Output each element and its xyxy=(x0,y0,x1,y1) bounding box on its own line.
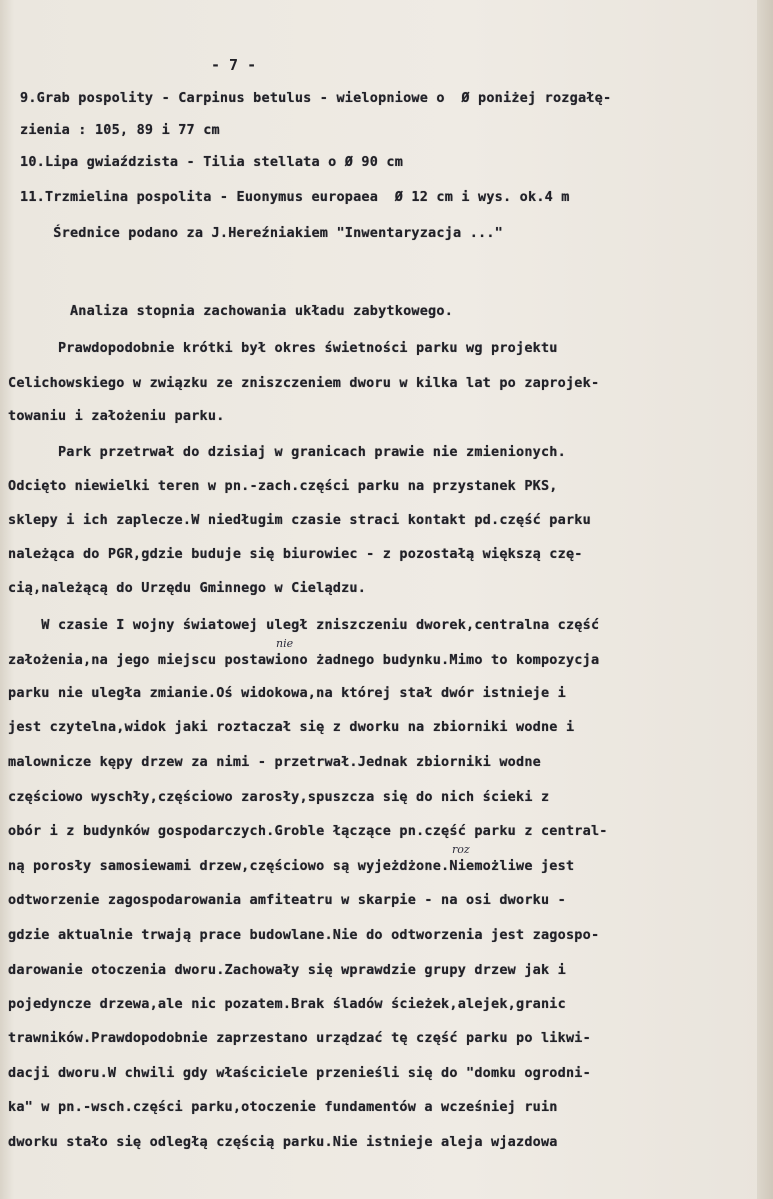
text-line: jest czytelna,widok jaki roztaczał się z dworku na zbiorniki wodne i xyxy=(8,719,575,735)
page-edge xyxy=(757,0,773,1199)
text-line: trawników.Prawdopodobnie zaprzestano urządzać tę część parku po likwi- xyxy=(8,1030,591,1046)
text-line: towaniu i założeniu parku. xyxy=(8,408,225,424)
text-line: darowanie otoczenia dworu.Zachowały się wprawdzie grupy drzew jak i xyxy=(8,962,566,978)
text-line: 11.Trzmielina pospolita - Euonymus europaea Ø 12 cm i wys. ok.4 m xyxy=(20,189,570,205)
text-line: dworku stało się odległą częścią parku.Nie istnieje aleja wjazdowa xyxy=(8,1134,558,1150)
text-line: cią,należącą do Urzędu Gminnego w Cielądzu. xyxy=(8,580,367,596)
text-line: obór i z budynków gospodarczych.Groble łączące pn.część parku z central- xyxy=(8,823,608,839)
text-line: Park przetrwał do dzisiaj w granicach prawie nie zmienionych. xyxy=(8,444,566,460)
text-line: 10.Lipa gwiaździsta - Tilia stellata o Ø 90 cm xyxy=(20,154,404,170)
text-line: dacji dworu.W chwili gdy właściciele przenieśli się do "domku ogrodni- xyxy=(8,1065,591,1081)
text-line: założenia,na jego miejscu postawiono żadnego budynku.Mimo to kompozycja xyxy=(8,652,600,668)
text-line: gdzie aktualnie trwają prace budowlane.Nie do odtworzenia jest zagospo- xyxy=(8,927,600,943)
text-line: należąca do PGR,gdzie buduje się biurowiec - z pozostałą większą czę- xyxy=(8,546,583,562)
handwritten-annotation: nie xyxy=(276,637,294,650)
text-line: Celichowskiego w związku ze zniszczeniem dworu w kilka lat po zaprojek- xyxy=(8,375,600,391)
text-line: Odcięto niewielki teren w pn.-zach.części parku na przystanek PKS, xyxy=(8,478,558,494)
text-line: Średnice podano za J.Hereźniakiem "Inwentaryzacja ..." xyxy=(20,225,504,241)
section-heading: Analiza stopnia zachowania układu zabytkowego. xyxy=(20,303,454,319)
text-line: parku nie uległa zmianie.Oś widokowa,na której stał dwór istnieje i xyxy=(8,685,566,701)
text-line: pojedyncze drzewa,ale nic pozatem.Brak śladów ścieżek,alejek,granic xyxy=(8,996,566,1012)
page-number: - 7 - xyxy=(211,56,257,74)
text-line: Prawdopodobnie krótki był okres świetności parku wg projektu xyxy=(8,340,558,356)
text-line: W czasie I wojny światowej uległ zniszczeniu dworek,centralna część xyxy=(8,617,600,633)
text-line: ka" w pn.-wsch.części parku,otoczenie fundamentów a wcześniej ruin xyxy=(8,1099,558,1115)
text-line: zienia : 105, 89 i 77 cm xyxy=(20,122,220,138)
text-line: malownicze kępy drzew za nimi - przetrwał.Jednak zbiorniki wodne xyxy=(8,754,541,770)
text-line: odtworzenie zagospodarowania amfiteatru w skarpie - na osi dworku - xyxy=(8,892,566,908)
text-line: 9.Grab pospolity - Carpinus betulus - wielopniowe o Ø poniżej rozgałę- xyxy=(20,90,612,106)
text-line: częściowo wyschły,częściowo zarosły,spuszcza się do nich ścieki z xyxy=(8,789,550,805)
handwritten-annotation: roz xyxy=(452,843,470,856)
text-line: ną porosły samosiewami drzew,częściowo są wyjeżdżone.Niemożliwe jest xyxy=(8,858,575,874)
text-line: sklepy i ich zaplecze.W niedługim czasie straci kontakt pd.część parku xyxy=(8,512,591,528)
